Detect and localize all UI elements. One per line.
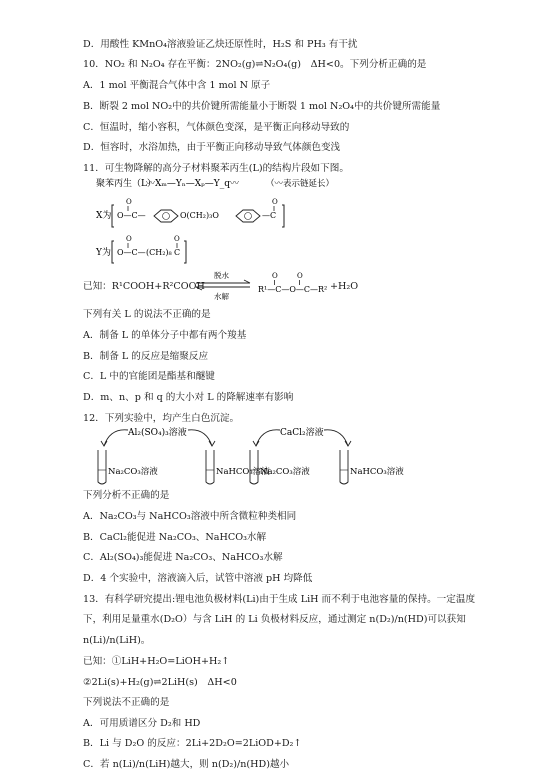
q10-option-d: D．恒容时，水浴加热，由于平衡正向移动导致气体颜色变浅 — [83, 142, 341, 153]
water-product: +H₂O — [330, 281, 359, 292]
q12-option-b: B．CaCl₂能促进 Na₂CO₃、NaHCO₃水解 — [83, 532, 267, 543]
q13-option-b: B．Li 与 D₂O 的反应：2Li+2D₂O=2LiOD+D₂↑ — [83, 738, 302, 749]
q10-option-c: C．恒温时，缩小容积，气体颜色变深，是平衡正向移动导致的 — [83, 122, 350, 133]
svg-text:C: C — [174, 248, 181, 257]
svg-text:O—C—: O—C— — [117, 211, 146, 220]
y-label: Y为 — [96, 248, 111, 258]
svg-text:O: O — [126, 198, 132, 206]
q12-option-a: A．Na₂CO₃与 NaHCO₃溶液中所含微粒种类相同 — [83, 511, 297, 522]
tube-label: NaHCO₃溶液 — [350, 467, 404, 477]
polymer-structure-figure — [86, 173, 366, 269]
q12-stem: 12．下列实验中，均产生白色沉淀。 — [83, 413, 240, 424]
q11-option-b: B．制备 L 的反应是缩聚反应 — [83, 351, 209, 362]
polymer-chain: 〰Xₘ—Yₙ—Xₚ—Y_q〰 — [146, 179, 239, 189]
svg-text:—C: —C — [262, 211, 277, 220]
tube-label: NaHCO₃溶液 — [216, 467, 270, 477]
tube-label: Na₂CO₃溶液 — [260, 467, 310, 477]
q12-option-d: D．4 个实验中，溶液滴入后，试管中溶液 pH 均降低 — [83, 573, 313, 584]
benzene-ring-icon — [154, 210, 178, 222]
drop-arrow-icon — [188, 430, 212, 446]
experiment-figure — [84, 418, 414, 488]
product-formula: R¹—C—O—C—R² — [258, 285, 328, 294]
q13-stem-line3: n(Li)/n(LiH)。 — [83, 635, 151, 646]
q13-option-a: A．可用质谱区分 D₂和 HD — [83, 718, 201, 729]
arrow-label-above: 脱水 — [214, 271, 229, 280]
q10-stem: 10．NO₂ 和 N₂O₄ 存在平衡：2NO₂(g)⇌N₂O₄(g) ΔH<0。下列分析正确的是 — [83, 59, 427, 70]
q12-question: 下列分析不正确的是 — [83, 490, 170, 501]
svg-text:O: O — [126, 235, 132, 243]
drop-arrow-icon — [104, 430, 128, 446]
q11-option-c: C．L 中的官能团是酯基和醚键 — [83, 371, 215, 382]
reversible-arrow — [192, 269, 254, 303]
svg-text:O: O — [272, 272, 278, 280]
svg-text:O—C—: O—C— — [117, 248, 146, 257]
y-ch2: (CH₂)₈ — [146, 248, 172, 257]
x-ocho: O(CH₂)₃O — [180, 211, 219, 220]
q11-question: 下列有关 L 的说法不正确的是 — [83, 309, 211, 320]
benzene-ring-icon — [236, 210, 260, 222]
drop-arrow-icon — [256, 430, 280, 446]
anhydride-product — [258, 270, 328, 296]
svg-text:O: O — [174, 235, 180, 243]
q13-stem-line1: 13．有科学研究提出:锂电池负极材料(Li)由于生成 LiH 而不利于电池容量的保持。一定温度 — [83, 594, 476, 605]
svg-text:O: O — [297, 272, 303, 280]
q9-option-d: D．用酸性 KMnO₄溶液验证乙炔还原性时，H₂S 和 PH₃ 有干扰 — [83, 39, 358, 50]
reagent-cacl2: CaCl₂溶液 — [280, 428, 324, 438]
q12-option-c: C．Al₂(SO₄)₃能促进 Na₂CO₃、NaHCO₃水解 — [83, 552, 283, 563]
arrow-label-below: 水解 — [214, 292, 229, 301]
q13-option-c: C．若 n(Li)/n(LiH)越大，则 n(D₂)/n(HD)越小 — [83, 759, 290, 770]
known-reaction-left: 已知：R¹COOH+R²COOH — [83, 281, 205, 292]
tube-label: Na₂CO₃溶液 — [108, 467, 158, 477]
x-bracket-left — [112, 205, 114, 227]
polymer-name: 聚苯丙生（L） — [96, 179, 156, 189]
q11-stem: 11．可生物降解的高分子材料聚苯丙生(L)的结构片段如下图。 — [83, 163, 349, 174]
drop-arrow-icon — [324, 430, 348, 446]
q13-stem-line2: 下，利用足量重水(D₂O）与含 LiH 的 Li 负极材料反应，通过测定 n(D₂)/n(HD)可以获知 — [83, 614, 466, 625]
y-bracket-right — [184, 241, 186, 263]
q10-option-b: B．断裂 2 mol NO₂中的共价键所需能量小于断裂 1 mol N₂O₄中的共价键所需能量 — [83, 101, 441, 112]
reagent-al2so43: Al₂(SO₄)₃溶液 — [128, 428, 187, 438]
test-tube-icon — [206, 450, 214, 484]
test-tube-icon — [98, 450, 106, 484]
test-tube-icon — [340, 450, 348, 484]
q13-question: 下列说法不正确的是 — [83, 697, 170, 708]
x-bracket-right — [282, 205, 284, 227]
svg-text:O: O — [272, 198, 278, 206]
q11-option-d: D．m、n、p 和 q 的大小对 L 的降解速率有影响 — [83, 392, 294, 403]
q10-option-a: A．1 mol 平衡混合气体中含 1 mol N 原子 — [83, 80, 271, 91]
polymer-note: （〰表示链延长） — [266, 179, 335, 189]
q13-known-1: 已知：①LiH+H₂O=LiOH+H₂↑ — [83, 656, 230, 667]
y-bracket-left — [112, 241, 114, 263]
q11-option-a: A．制备 L 的单体分子中都有两个羧基 — [83, 330, 247, 341]
x-label: X为 — [96, 211, 112, 221]
q13-known-2: ②2Li(s)+H₂(g)⇌2LiH(s) ΔH<0 — [83, 677, 237, 688]
